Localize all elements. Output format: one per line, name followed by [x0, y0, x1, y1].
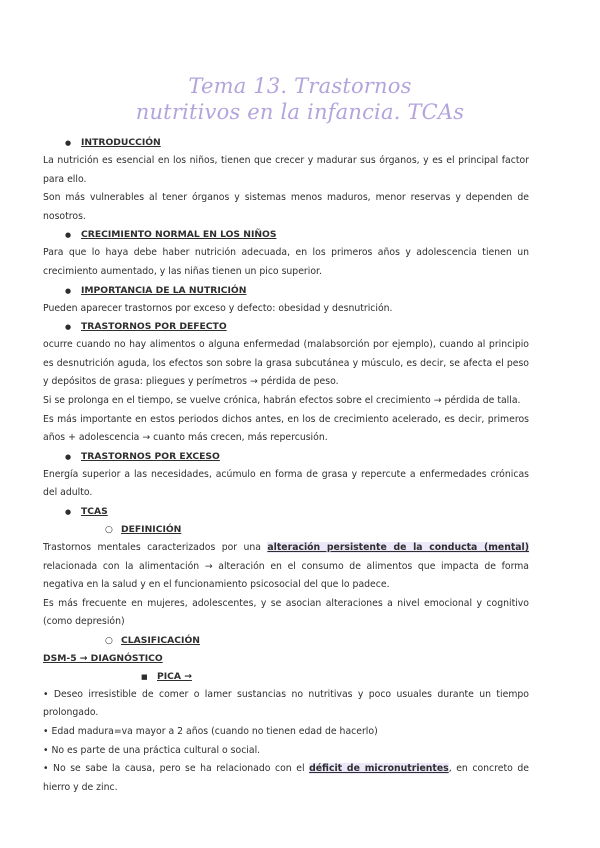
bullet-circle-icon: [105, 632, 121, 650]
subheading-definicion: [43, 521, 529, 539]
bullet-dot-icon: [65, 448, 81, 466]
heading-text: IMPORTANCIA DE LA NUTRICIÓN: [81, 284, 247, 296]
text: , en concreto de hierro y de zinc.: [43, 763, 530, 793]
pica-heading: [43, 668, 529, 686]
paragraph: Para que lo haya debe haber nutrición adecuada, en los primeros años y adolescencia tienen un crecimiento aumentado, y las niñas tienen un pico superior.: [43, 247, 529, 277]
heading-text: TRASTORNOS POR DEFECTO: [81, 321, 227, 333]
heading-text: TRASTORNOS POR EXCESO: [81, 450, 220, 462]
highlighted-text: déficit de micronutrientes: [309, 763, 449, 775]
subheading-clasificacion: [43, 632, 529, 650]
document-body: [43, 134, 529, 797]
section-heading-crecimiento: [43, 226, 529, 244]
heading-text: TCAS: [81, 505, 108, 517]
section-heading-tcas: [43, 503, 529, 521]
text: • No se sabe la causa, pero se ha relacionado con el: [43, 763, 310, 775]
section-heading-introduccion: [43, 134, 529, 152]
document-title-line-1: Tema 13. Trastornos: [188, 74, 412, 98]
list-item: • Deseo irresistible de comer o lamer sustancias no nutritivas y poco usuales durante un tiempo prolongado.: [43, 688, 529, 719]
text: relacionada con la alimentación → alteración en el consumo de alimentos que impacta de forma negativa en la salud y en el funcionamiento psicosocial del que lo padece.: [43, 560, 529, 591]
paragraph: ocurre cuando no hay alimentos o alguna enfermedad (malabsorción por ejemplo), cuando al principio es desnutrición aguda, los efectos son sobre la grasa subcutánea y músculo, es decir, se afecta el peso y depósitos de grasa: pliegues y perímetros → pérdida de peso.: [43, 339, 529, 388]
heading-text: INTRODUCCIÓN: [81, 137, 161, 148]
list-item: • Edad madura=va mayor a 2 años (cuando no tienen edad de hacerlo): [43, 726, 378, 738]
bullet-dot-icon: [65, 282, 81, 300]
section-heading-importancia: [43, 282, 529, 300]
bullet-circle-icon: [105, 521, 121, 539]
heading-text: PICA →: [157, 670, 192, 682]
bullet-dot-icon: [65, 503, 81, 521]
text: Trastornos mentales caracterizados por una: [43, 541, 268, 553]
paragraph: [43, 539, 529, 595]
bullet-square-icon: [141, 668, 157, 686]
heading-text: CRECIMIENTO NORMAL EN LOS NIÑOS: [81, 229, 277, 241]
heading-text: DEFINICIÓN: [121, 523, 182, 535]
bullet-dot-icon: [65, 134, 81, 152]
heading-text: CLASIFICACIÓN: [121, 634, 200, 646]
heading-text: DSM-5 → DIAGNÓSTICO: [43, 652, 163, 664]
paragraph: Es más frecuente en mujeres, adolescentes, y se asocian alteraciones a nivel emocional y cognitivo (como depresión): [43, 597, 529, 628]
bullet-dot-icon: [65, 318, 81, 336]
dsm-heading: [43, 650, 529, 668]
bullet-dot-icon: [65, 226, 81, 244]
paragraph: Energía superior a las necesidades, acúmulo en forma de grasa y repercute a enfermedades crónicas del adulto.: [43, 468, 529, 499]
paragraph: Es más importante en estos periodos dichos antes, en los de crecimiento acelerado, es decir, primeros años + adolescencia → cuanto más crecen, más repercusión.: [43, 413, 529, 444]
paragraph: Pueden aparecer trastornos por exceso y defecto: obesidad y desnutrición.: [43, 302, 393, 314]
paragraph: Son más vulnerables al tener órganos y sistemas menos maduros, menor reservas y dependen de nosotros.: [43, 192, 529, 222]
highlighted-text: alteración persistente de la conducta (mental): [267, 541, 529, 553]
section-heading-exceso: [43, 448, 529, 466]
section-heading-defecto: [43, 318, 529, 336]
list-item: • No es parte de una práctica cultural o social.: [43, 744, 261, 756]
paragraph: La nutrición es esencial en los niños, tienen que crecer y madurar sus órganos, y es el principal factor para ello.: [43, 155, 529, 185]
paragraph: Si se prolonga en el tiempo, se vuelve crónica, habrán efectos sobre el crecimiento → pérdida de talla.: [43, 394, 521, 406]
document-title-line-2: nutritivos en la infancia. TCAs: [135, 100, 465, 124]
list-item: [43, 760, 529, 797]
